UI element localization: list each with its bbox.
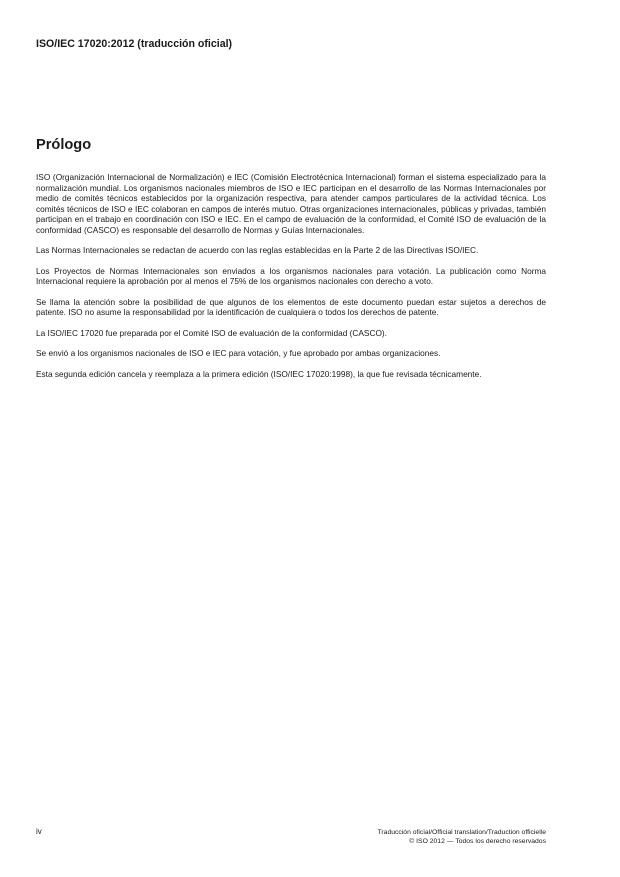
paragraph: Los Proyectos de Normas Internacionales son enviados a los organismos nacionales para votación. La publicación como Norma Internacional requiere la aprobación por al menos el 75% de los organismos nacionales con derecho a voto. — [36, 265, 546, 286]
copyright-notice: © ISO 2012 — Todos los derecho reservados — [409, 838, 546, 845]
paragraph: Las Normas Internacionales se redactan de acuerdo con las reglas establecidas en la Parte 2 de las Directivas ISO/IEC. — [36, 245, 479, 255]
translation-note: Traducción oficial/Official translation/Traduction officielle — [377, 829, 546, 836]
paragraph: Esta segunda edición cancela y reemplaza a la primera edición (ISO/IEC 17020:1998), la que fue revisada técnicamente. — [36, 368, 482, 379]
document-header: ISO/IEC 17020:2012 (traducción oficial) — [36, 38, 233, 50]
footer-notice — [378, 828, 547, 846]
page-number: iv — [36, 827, 42, 836]
paragraph: ISO (Organización Internacional de Normalización) e IEC (Comisión Electrotécnica Internacional) forman el sistema especializado para la normalización mundial. Los organismos nacionales miembros de ISO e IEC participan en el desarrollo de las Normas Internacionales por medio de comités técnicos establecidos por la organización respectiva, para atender campos particulares de la actividad técnica. Los comités técnicos de ISO e IEC colaboran en campos de interés mutuo. Otras organizaciones internacionales, públicas y privadas, también participan en el trabajo en coordinación con ISO e IEC. En el campo de evaluación de la conformidad, el Comité ISO de evaluación de la conformidad (CASCO) es responsable del desarrollo de Normas y Guías Internacionales. — [36, 172, 546, 235]
paragraph: La ISO/IEC 17020 fue preparada por el Comité ISO de evaluación de la conformidad (CASCO). — [36, 327, 387, 338]
paragraph: Se envió a los organismos nacionales de ISO e IEC para votación, y fue aprobado por ambas organizaciones. — [36, 348, 441, 358]
page-title: Prólogo — [36, 137, 92, 153]
paragraph: Se llama la atención sobre la posibilidad de que algunos de los elementos de este documento puedan estar sujetos a derechos de patente. ISO no asume la responsabilidad por la identificación de cualquiera o todos los derechos de patente. — [36, 296, 546, 317]
foreword-body — [36, 172, 546, 389]
